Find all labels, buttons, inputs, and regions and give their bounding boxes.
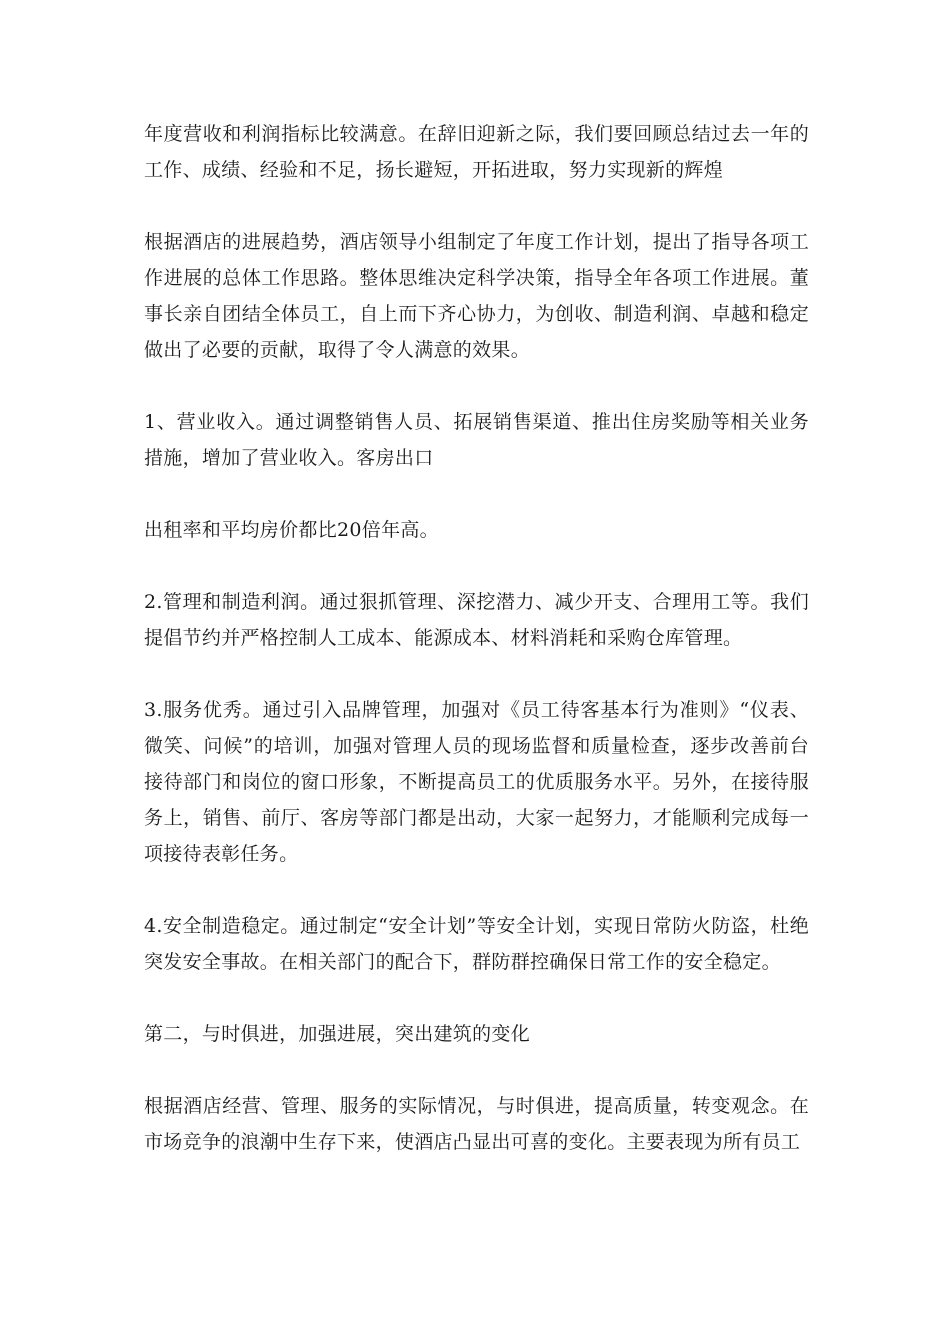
paragraph-service: 3.服务优秀。通过引入品牌管理，加强对《员工待客基本行为准则》“仪表、微笑、问候”的培训，加强对管理人员的现场监督和质量检查，逐步改善前台接待部门和岗位的窗口形象，不断提高员工的优质服务水平。另外，在接待服务上，销售、前厅、客房等部门都是出动，大家一起努力，才能顺利完成每一项接待表彰任务。 [144, 699, 809, 865]
paragraph-plan: 根据酒店的进展趋势，酒店领导小组制定了年度工作计划，提出了指导各项工作进展的总体工作思路。整体思维决定科学决策，指导全年各项工作进展。董事长亲自团结全体员工，自上而下齐心协力，为创收、制造利润、卓越和稳定做出了必要的贡献，取得了令人满意的效果。 [144, 231, 809, 361]
document-body [144, 116, 809, 1196]
paragraph-changes: 根据酒店经营、管理、服务的实际情况，与时俱进，提高质量，转变观念。在市场竞争的浪潮中生存下来，使酒店凸显出可喜的变化。主要表现为所有员工 [144, 1095, 809, 1153]
section-heading-second: 第二，与时俱进，加强进展，突出建筑的变化 [144, 1023, 531, 1045]
paragraph-revenue: 1、营业收入。通过调整销售人员、拓展销售渠道、推出住房奖励等相关业务措施，增加了营业收入。客房出口 [144, 411, 809, 469]
paragraph-intro: 年度营收和利润指标比较满意。在辞旧迎新之际，我们要回顾总结过去一年的工作、成绩、经验和不足，扬长避短，开拓进取，努力实现新的辉煌 [144, 123, 809, 181]
paragraph-occupancy: 出租率和平均房价都比20倍年高。 [144, 519, 439, 541]
paragraph-management: 2.管理和制造利润。通过狠抓管理、深挖潜力、减少开支、合理用工等。我们提倡节约并严格控制人工成本、能源成本、材料消耗和采购仓库管理。 [144, 591, 809, 649]
paragraph-safety: 4.安全制造稳定。通过制定“安全计划”等安全计划，实现日常防火防盗，杜绝突发安全事故。在相关部门的配合下，群防群控确保日常工作的安全稳定。 [144, 915, 809, 973]
